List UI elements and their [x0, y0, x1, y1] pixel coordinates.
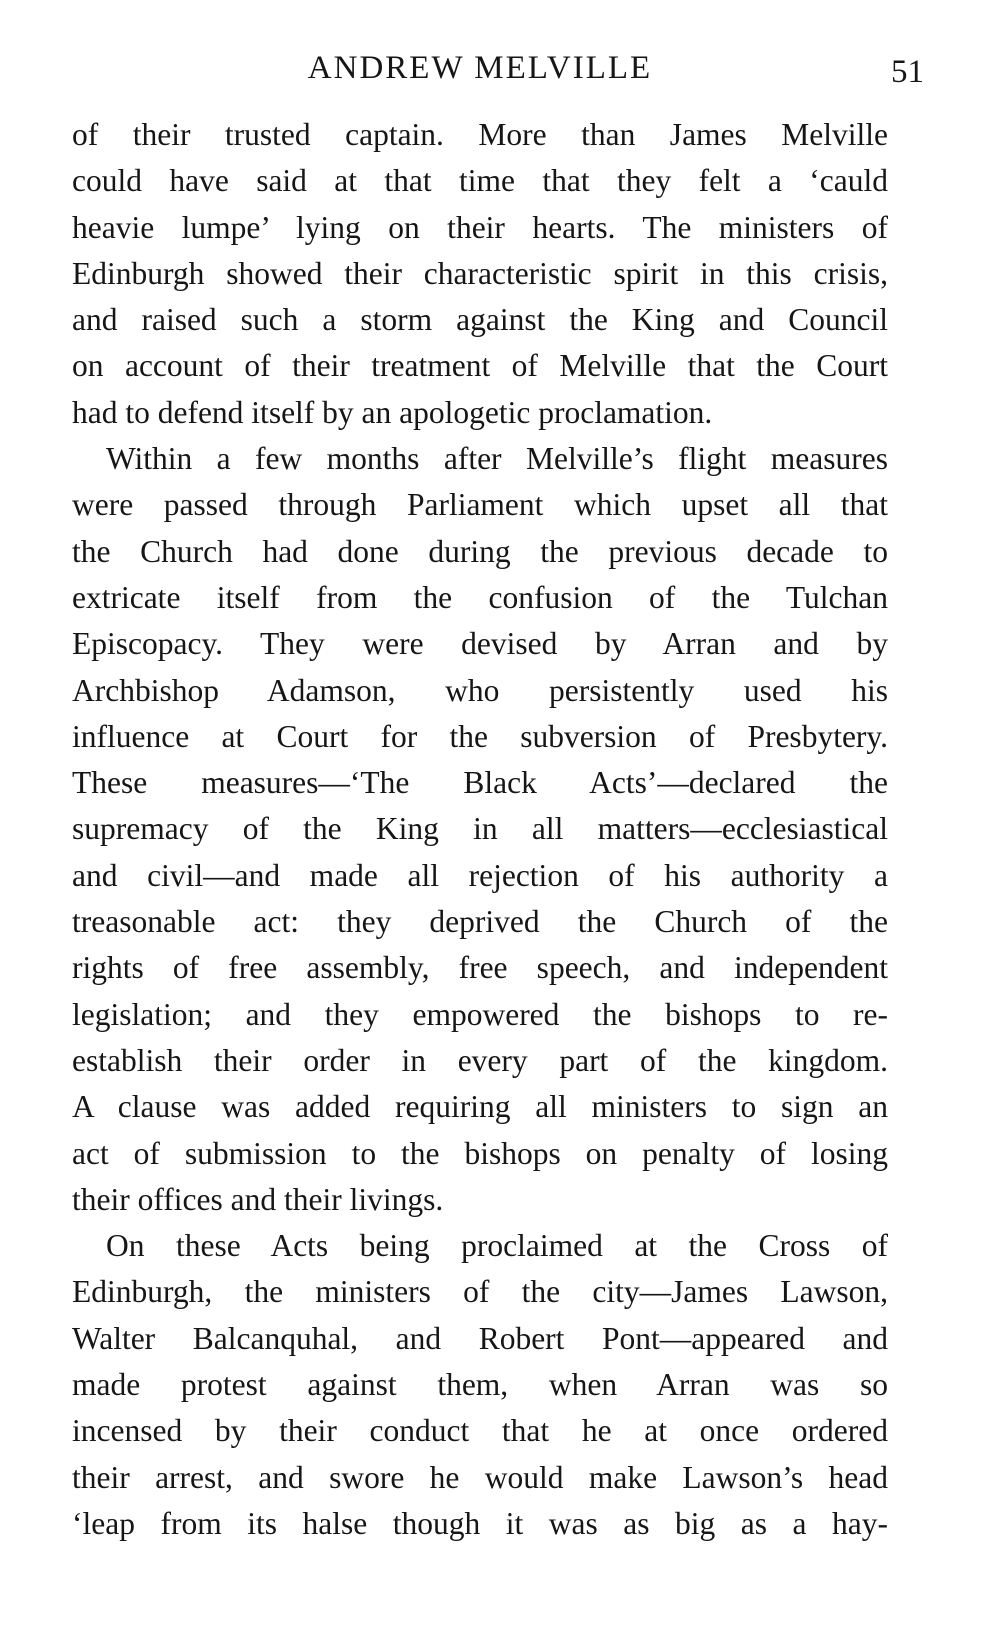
running-head: [0, 46, 1000, 96]
text-line: On these Acts being proclaimed at the Cross of: [106, 1228, 888, 1264]
paragraph-3: [72, 1223, 888, 1547]
text-line: treasonable act: they deprived the Church of the: [72, 904, 888, 940]
text-line: Edinburgh, the ministers of the city—James Lawson,: [72, 1274, 888, 1310]
text-line: influence at Court for the subversion of Presbytery.: [72, 718, 888, 754]
text-line: incensed by their conduct that he at once ordered: [72, 1413, 888, 1449]
text-line: and civil—and made all rejection of his authority a: [72, 857, 888, 893]
paragraph-1: [72, 112, 888, 436]
text-line: Edinburgh showed their characteristic spirit in this crisis,: [72, 255, 888, 291]
text-line: These measures—‘The Black Acts’—declared the: [72, 765, 888, 801]
text-line: Archbishop Adamson, who persistently used his: [72, 672, 888, 708]
text-line: were passed through Parliament which upset all that: [72, 487, 888, 523]
text-line: A clause was added requiring all ministers to sign an: [72, 1089, 888, 1125]
text-line: of their trusted captain. More than James Melville: [72, 117, 888, 152]
text-line: ‘leap from its halse though it was as big as a hay-: [72, 1505, 888, 1541]
text-line: Within a few months after Melville’s flight measures: [106, 441, 888, 477]
text-line: on account of their treatment of Melville that the Court: [72, 348, 888, 384]
text-line: rights of free assembly, free speech, and independent: [72, 950, 888, 986]
text-line: their offices and their livings.: [72, 1181, 444, 1217]
text-line: could have said at that time that they felt a ‘cauld: [72, 163, 888, 199]
text-line: legislation; and they empowered the bishops to re-: [72, 996, 888, 1032]
page-number: 51: [891, 54, 924, 90]
text-line: the Church had done during the previous decade to: [72, 533, 888, 569]
text-line: act of submission to the bishops on penalty of losing: [72, 1135, 888, 1171]
text-line: Walter Balcanquhal, and Robert Pont—appeared and: [72, 1320, 888, 1356]
running-title: ANDREW MELVILLE: [307, 50, 653, 86]
text-line: supremacy of the King in all matters—ecclesiastical: [72, 811, 888, 847]
body-text: [72, 112, 888, 1547]
text-line: Episcopacy. They were devised by Arran and by: [72, 626, 888, 662]
text-line: had to defend itself by an apologetic proclamation.: [72, 394, 713, 430]
text-line: their arrest, and swore he would make Lawson’s head: [72, 1459, 888, 1495]
text-line: establish their order in every part of the kingdom.: [72, 1042, 888, 1078]
text-line: made protest against them, when Arran was so: [72, 1367, 888, 1403]
paragraph-2: [72, 436, 888, 1223]
text-line: and raised such a storm against the King and Council: [72, 302, 888, 338]
text-line: heavie lumpe’ lying on their hearts. The ministers of: [72, 209, 888, 245]
text-line: extricate itself from the confusion of the Tulchan: [72, 579, 888, 615]
